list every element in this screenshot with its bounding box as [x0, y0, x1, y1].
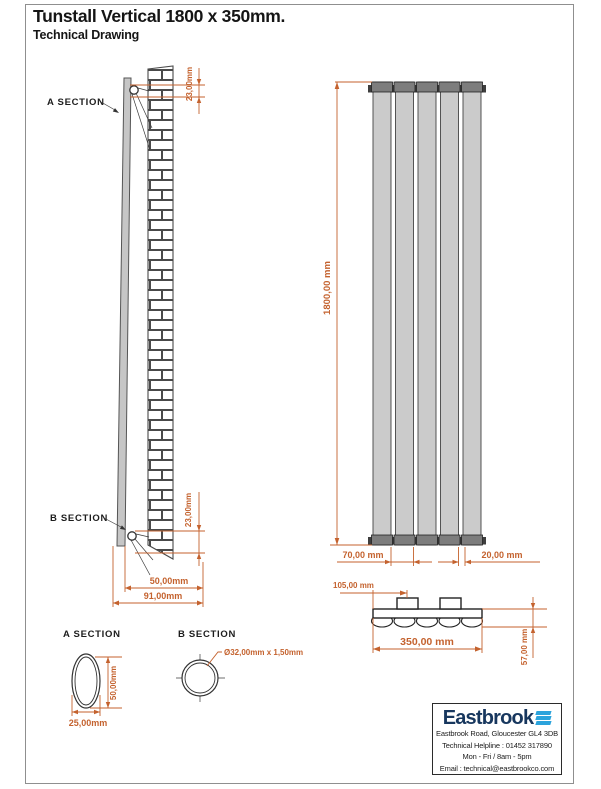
brand-name: Eastbrook: [442, 706, 534, 729]
company-email: Email : technical@eastbrookco.com: [439, 763, 555, 773]
dim-50-text: 50,00mm: [149, 576, 189, 586]
dim-inlet-offset: [333, 581, 407, 609]
dim-height-1800: [322, 82, 372, 545]
dim-bottom-bracket-text: 23,00mm: [184, 492, 193, 528]
dim-57-text: 57,00 mm: [520, 628, 529, 666]
radiator-panel-side: [117, 78, 131, 546]
brick-wall: [148, 66, 173, 559]
dim-panel-gap: [438, 547, 540, 566]
eastbrook-waves-icon: [536, 711, 551, 725]
company-helpline: Technical Helpline : 01452 317890: [442, 740, 552, 750]
section-b-detail: [176, 629, 303, 702]
plan-inlet-left: [397, 598, 418, 609]
section-a-title: A SECTION: [63, 629, 121, 640]
dim-panel-pitch: [337, 547, 432, 566]
dim-350-text: 350,00 mm: [400, 636, 454, 648]
side-section-b-label: B SECTION: [50, 513, 109, 524]
plan-view: [333, 581, 547, 665]
side-section-a-label: A SECTION: [47, 97, 105, 108]
radiator-panels: [373, 82, 481, 545]
dim-gap-text: 20,00 mm: [481, 550, 523, 560]
company-info-box: [432, 703, 562, 775]
plan-header-bar: [373, 609, 482, 618]
tube-spec-text: Ø32,00mm x 1,50mm: [224, 648, 304, 657]
company-address: Eastbrook Road, Gloucester GL4 3DB: [435, 729, 559, 738]
dim-pitch-text: 70,00 mm: [342, 550, 384, 560]
page-title: Tunstall Vertical 1800 x 350mm.: [33, 6, 286, 26]
company-logo: [443, 707, 552, 728]
page-subtitle: Technical Drawing: [33, 28, 140, 42]
dim-91-text: 91,00mm: [143, 591, 183, 601]
section-b-title: B SECTION: [178, 629, 237, 640]
section-a-detail: [63, 629, 122, 728]
dim-oval-height-text: 50,00mm: [109, 665, 118, 701]
section-a-leader-arrow: [113, 108, 119, 113]
dim-height-text: 1800,00 mm: [322, 261, 333, 315]
company-hours: Mon - Fri / 8am - 5pm: [462, 752, 532, 761]
round-tube-outer: [182, 660, 218, 696]
side-view: [47, 66, 205, 607]
oval-tube-outer: [72, 654, 100, 708]
dim-top-bracket-text: 23,00mm: [185, 66, 194, 102]
dim-plan-depth: [482, 597, 547, 665]
dim-oval-width-text: 25,00mm: [68, 718, 108, 728]
dim-105-text: 105,00 mm: [333, 581, 374, 590]
front-view: [322, 82, 540, 566]
plan-inlet-right: [440, 598, 461, 609]
